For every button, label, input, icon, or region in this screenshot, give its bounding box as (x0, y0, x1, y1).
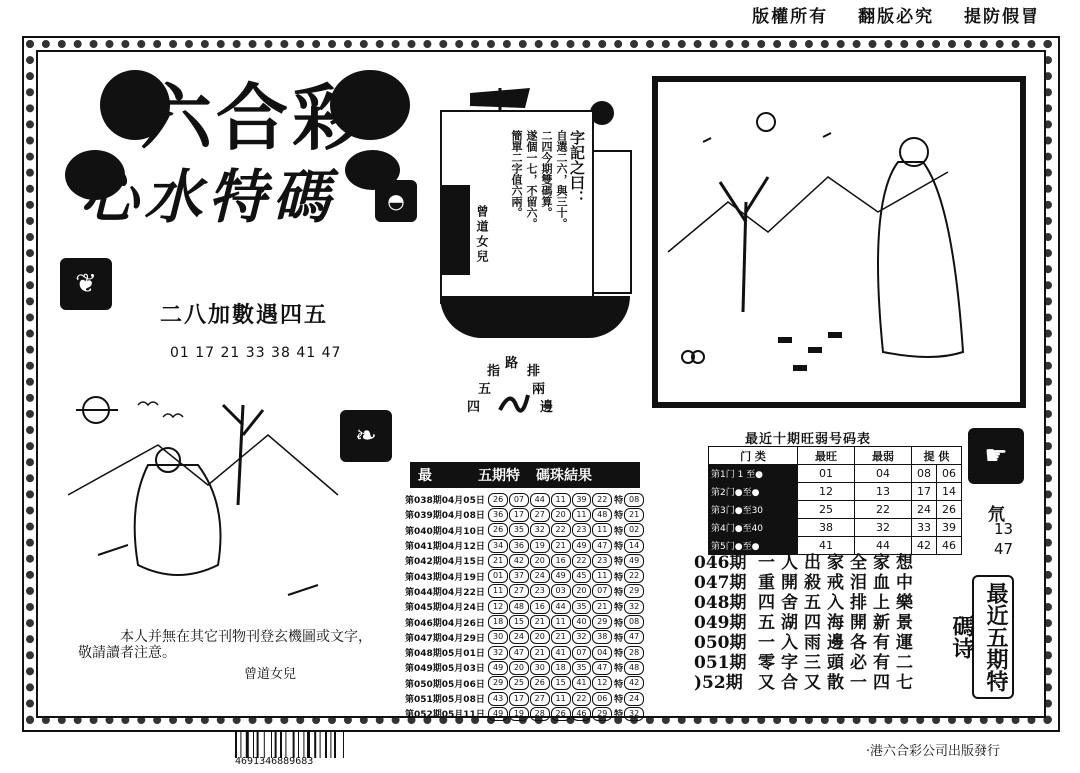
poem-text: 重開殺戒泪血中 (758, 573, 919, 593)
result-ball: 46 (572, 707, 592, 721)
poem-text: 零字三頭必有二 (758, 653, 919, 673)
hc-cold: 44 (855, 537, 912, 555)
hermit-illustration (68, 385, 358, 615)
special-ball: 49 (624, 554, 644, 568)
result-ball: 32 (572, 630, 592, 644)
result-ball: 20 (551, 508, 571, 522)
result-ball: 28 (530, 707, 550, 721)
hc-row (709, 519, 962, 537)
result-row (405, 568, 645, 583)
barcode-bar (307, 732, 310, 758)
result-ball: 17 (509, 692, 529, 706)
result-ball: 03 (551, 584, 571, 598)
result-ball: 27 (530, 692, 550, 706)
result-ball: 49 (551, 569, 571, 583)
ship-banner (592, 150, 632, 294)
barcode-bar (320, 732, 321, 758)
result-ball: 26 (488, 493, 508, 507)
special-ball: 08 (624, 493, 644, 507)
hc-provide-2: 26 (937, 501, 962, 519)
result-row (405, 507, 645, 522)
side-code: 氘 (988, 505, 1005, 525)
special-ball: 22 (624, 569, 644, 583)
result-ball: 26 (551, 707, 571, 721)
result-ball: 25 (509, 676, 529, 690)
notice-signature: 曾道女兒 (244, 667, 297, 682)
dragon-hint-top: 路 (505, 356, 519, 371)
dragon-hint-right: 排 (527, 364, 541, 379)
copyright-notice (730, 2, 1040, 27)
fox-icon: ◓ (375, 180, 417, 222)
result-ball: 27 (509, 584, 529, 598)
special-ball: 42 (624, 676, 644, 690)
hc-cold: 13 (855, 483, 912, 501)
special-label: 特 (614, 664, 624, 675)
result-ball: 18 (551, 661, 571, 675)
hc-cold: 32 (855, 519, 912, 537)
hc-header-door: 门 类 (709, 447, 798, 465)
hc-provide-2: 14 (937, 483, 962, 501)
hc-door: 第2门●至● (709, 483, 798, 501)
result-ball: 20 (509, 661, 529, 675)
result-ball: 15 (551, 676, 571, 690)
result-ball: 29 (488, 676, 508, 690)
result-row (405, 523, 645, 538)
result-ball: 35 (572, 600, 592, 614)
sail-line: 二四今期雙碼算。 (540, 130, 553, 218)
sail-author: 曾道女兒 (475, 205, 489, 265)
barcode-bar (280, 732, 282, 758)
special-label: 特 (614, 633, 624, 644)
result-ball: 29 (592, 707, 612, 721)
result-period: 第046期04月26日 (405, 618, 485, 629)
special-ball: 48 (624, 661, 644, 675)
hc-hot: 01 (798, 465, 855, 483)
sail-title: 字記之曰： (568, 130, 586, 205)
result-row (405, 691, 645, 706)
scholar-illustration (658, 82, 1020, 402)
result-ball: 11 (551, 615, 571, 629)
result-ball: 41 (551, 646, 571, 660)
result-ball: 37 (509, 569, 529, 583)
result-period: 第045期04月24日 (405, 603, 485, 614)
result-ball: 01 (488, 569, 508, 583)
barcode-bar (334, 732, 336, 758)
result-row (405, 660, 645, 675)
result-ball: 45 (572, 569, 592, 583)
hc-provide-2: 46 (937, 537, 962, 555)
special-label: 特 (614, 587, 624, 598)
poem-row (694, 588, 934, 613)
special-ball: 29 (624, 584, 644, 598)
result-ball: 40 (572, 615, 592, 629)
result-ball: 11 (592, 523, 612, 537)
barcode-number: 4691346889683 (235, 756, 314, 767)
poem-text: 又合又散一四七 (758, 673, 919, 693)
barcode-bar (343, 732, 344, 758)
poem-text: 四舍五入排上樂 (758, 593, 919, 613)
hc-header-provide: 提 供 (912, 447, 962, 465)
special-ball: 08 (624, 615, 644, 629)
special-ball: 21 (624, 508, 644, 522)
barcode-bar (285, 732, 286, 758)
result-ball: 23 (530, 584, 550, 598)
side-title: 最近五期特碼诗 (972, 575, 1014, 699)
barcode (235, 732, 360, 758)
poem-period: 047期 (694, 573, 747, 593)
result-ball: 11 (551, 493, 571, 507)
side-number-2: 47 (994, 540, 1014, 558)
poem-period: 048期 (694, 593, 747, 613)
poem-text: 五湖四海開新景 (758, 613, 919, 633)
barcode-bar (271, 732, 272, 758)
hc-row (709, 501, 962, 519)
poem-period: 051期 (694, 653, 747, 673)
result-ball: 48 (592, 508, 612, 522)
special-label: 特 (614, 695, 624, 705)
result-ball: 39 (572, 493, 592, 507)
special-label: 特 (614, 618, 624, 629)
result-ball: 17 (509, 508, 529, 522)
result-ball: 26 (488, 523, 508, 537)
result-ball: 20 (530, 630, 550, 644)
result-ball: 49 (488, 661, 508, 675)
dragon-hint-left: 指 (487, 364, 501, 379)
sail-line: 自選二六，與三十。 (555, 130, 568, 229)
notice-3: 提防假冒 (964, 7, 1040, 27)
result-period: 第038期04月05日 (405, 496, 485, 507)
result-ball: 36 (488, 508, 508, 522)
result-ball: 20 (572, 584, 592, 598)
result-period: 第052期05月11日 (405, 710, 485, 721)
barcode-bar (235, 732, 237, 758)
result-ball: 06 (592, 692, 612, 706)
hc-row (709, 465, 962, 483)
result-ball: 11 (572, 508, 592, 522)
hc-row (709, 483, 962, 501)
hc-header-hot: 最旺 (798, 447, 855, 465)
poem-row (694, 648, 934, 673)
barcode-bar (257, 732, 259, 758)
result-ball: 23 (592, 554, 612, 568)
hc-hot: 25 (798, 501, 855, 519)
hc-hot: 38 (798, 519, 855, 537)
hc-provide-2: 06 (937, 465, 962, 483)
special-ball: 47 (624, 630, 644, 644)
result-ball: 38 (592, 630, 612, 644)
result-ball: 15 (509, 615, 529, 629)
result-ball: 12 (488, 600, 508, 614)
hc-provide-1: 17 (912, 483, 937, 501)
result-ball: 26 (530, 676, 550, 690)
result-ball: 34 (488, 539, 508, 553)
hint-numbers: 01 17 21 33 38 41 47 (170, 345, 342, 361)
result-ball: 11 (551, 692, 571, 706)
results-list (405, 492, 645, 721)
poem-period: 046期 (694, 553, 747, 573)
notice-line-1: 本人并無在其它刊物刊登玄機圖或文字， (120, 629, 372, 645)
result-period: 第041期04月12日 (405, 542, 485, 553)
result-ball: 49 (572, 539, 592, 553)
barcode-bar (314, 732, 316, 758)
logo-subtitle: 心水特碼 (80, 163, 337, 231)
poem-row (694, 608, 934, 633)
result-ball: 30 (488, 630, 508, 644)
result-period: 第048期05月01日 (405, 649, 485, 660)
result-ball: 44 (551, 600, 571, 614)
result-row (405, 553, 645, 568)
result-row (405, 630, 645, 645)
notice-line-2: 敬請讀者注意。 (78, 645, 176, 661)
hand-icon: ☛ (968, 428, 1024, 484)
result-ball: 16 (530, 600, 550, 614)
scholar-picture (652, 76, 1026, 408)
result-ball: 21 (530, 615, 550, 629)
hc-door: 第5门●至● (709, 537, 798, 555)
special-label: 特 (614, 526, 624, 537)
result-ball: 21 (488, 554, 508, 568)
barcode-bar (325, 732, 327, 758)
dragon-hint-mid-right: 兩 (532, 382, 546, 397)
special-label: 特 (614, 496, 624, 507)
special-label: 特 (614, 572, 624, 583)
goose-icon: ❧ (340, 410, 392, 462)
result-ball: 47 (509, 646, 529, 660)
poem-row (694, 628, 934, 653)
special-ball: 14 (624, 539, 644, 553)
result-ball: 48 (509, 600, 529, 614)
special-ball: 24 (624, 692, 644, 706)
result-ball: 19 (530, 539, 550, 553)
result-ball: 20 (530, 554, 550, 568)
result-ball: 21 (551, 630, 571, 644)
hc-provide-1: 42 (912, 537, 937, 555)
side-number-1: 13 (994, 520, 1014, 538)
result-ball: 21 (592, 600, 612, 614)
publisher-note: ·港六合彩公司出版發行 (865, 744, 1000, 759)
barcode-bar (253, 732, 254, 758)
results-header (410, 462, 640, 488)
dragon-hint-bottom-right: 邊 (540, 400, 554, 415)
poem-text: 一入雨邊各有運 (758, 633, 919, 653)
barcode-bar (240, 732, 241, 758)
result-period: 第047期04月29日 (405, 633, 485, 644)
hc-hot: 41 (798, 537, 855, 555)
special-ball: 32 (624, 600, 644, 614)
poem-period: )52期 (694, 673, 743, 693)
result-ball: 16 (551, 554, 571, 568)
result-period: 第042期04月15日 (405, 557, 485, 568)
result-ball: 35 (572, 661, 592, 675)
results-header-3: 碼珠結果 (536, 468, 592, 484)
result-period: 第050期05月06日 (405, 679, 485, 690)
special-label: 特 (614, 557, 624, 568)
ship-banner-left (440, 185, 470, 275)
result-ball: 36 (509, 539, 529, 553)
result-ball: 24 (530, 569, 550, 583)
result-row (405, 676, 645, 691)
result-ball: 41 (572, 676, 592, 690)
poem-row (694, 568, 934, 593)
dragon-hint-mid-left: 五 (478, 382, 492, 397)
result-period: 第051期05月08日 (405, 695, 485, 705)
special-label: 特 (614, 511, 624, 522)
results-header-2: 五期特 (478, 468, 520, 484)
result-ball: 42 (509, 554, 529, 568)
result-period: 第049期05月03日 (405, 664, 485, 675)
result-ball: 24 (509, 630, 529, 644)
result-ball: 18 (488, 615, 508, 629)
poem-text: 一人出家全家想 (758, 553, 919, 573)
notice-2: 翻版必究 (858, 7, 935, 27)
hot-cold-title: 最近十期旺弱号码表 (745, 432, 872, 447)
result-row (405, 645, 645, 660)
result-ball: 32 (530, 523, 550, 537)
result-row (405, 706, 645, 721)
result-ball: 07 (572, 646, 592, 660)
special-label: 特 (614, 603, 624, 614)
poem-row (694, 548, 934, 573)
hot-cold-table (708, 446, 962, 555)
result-ball: 29 (592, 615, 612, 629)
poem-row (694, 668, 934, 693)
result-ball: 47 (592, 539, 612, 553)
hc-provide-1: 24 (912, 501, 937, 519)
barcode-bar (303, 732, 304, 758)
poem-period: 050期 (694, 633, 747, 653)
result-ball: 19 (509, 707, 529, 721)
result-period: 第044期04月22日 (405, 587, 485, 598)
barcode-bar (293, 732, 295, 758)
logo-title: 六合彩 (140, 75, 369, 160)
hc-door: 第1门 1 至● (709, 465, 798, 483)
result-period: 第040期04月10日 (405, 526, 485, 537)
poem-period: 049期 (694, 613, 747, 633)
result-period: 第039期04月08日 (405, 511, 485, 522)
result-ball: 27 (530, 508, 550, 522)
barcode-bar (298, 732, 299, 758)
result-row (405, 599, 645, 614)
bird-icon: ❦ (60, 258, 112, 310)
dragon-hint-bottom-left: 四 (467, 400, 481, 415)
hint-title: 二八加數遇四五 (160, 303, 329, 328)
results-header-1: 最 (418, 468, 432, 484)
barcode-bar (264, 732, 265, 758)
hc-door: 第4门●至40 (709, 519, 798, 537)
sail-line: 簡單二字值六兩。 (510, 130, 523, 218)
result-ball: 07 (509, 493, 529, 507)
barcode-bar (275, 732, 277, 758)
barcode-bar (330, 732, 331, 758)
result-period: 第043期04月19日 (405, 572, 485, 583)
sail-line: 遂個一七，不留六。 (525, 130, 538, 229)
ship-hull (440, 296, 630, 338)
result-ball: 47 (592, 661, 612, 675)
result-ball: 22 (572, 692, 592, 706)
special-label: 特 (614, 542, 624, 553)
result-ball: 35 (509, 523, 529, 537)
special-label: 特 (614, 649, 624, 660)
poem-list (694, 548, 934, 693)
special-ball: 28 (624, 646, 644, 660)
special-label: 特 (614, 710, 624, 721)
result-row (405, 584, 645, 599)
result-row (405, 492, 645, 507)
hc-header-cold: 最弱 (855, 447, 912, 465)
result-ball: 12 (592, 676, 612, 690)
result-ball: 22 (572, 554, 592, 568)
result-ball: 30 (530, 661, 550, 675)
barcode-bar (246, 732, 249, 758)
result-ball: 11 (592, 569, 612, 583)
hc-door: 第3门●至30 (709, 501, 798, 519)
result-ball: 04 (592, 646, 612, 660)
hc-provide-1: 33 (912, 519, 937, 537)
result-row (405, 614, 645, 629)
result-ball: 49 (488, 707, 508, 721)
serpent-icon (492, 380, 532, 420)
result-ball: 21 (530, 646, 550, 660)
hc-cold: 22 (855, 501, 912, 519)
hc-provide-2: 39 (937, 519, 962, 537)
result-ball: 22 (551, 523, 571, 537)
result-ball: 43 (488, 692, 508, 706)
special-ball: 02 (624, 523, 644, 537)
hc-provide-1: 08 (912, 465, 937, 483)
result-ball: 07 (592, 584, 612, 598)
hc-cold: 04 (855, 465, 912, 483)
special-label: 特 (614, 679, 624, 690)
result-ball: 23 (572, 523, 592, 537)
hc-hot: 12 (798, 483, 855, 501)
result-ball: 11 (488, 584, 508, 598)
result-ball: 22 (592, 493, 612, 507)
result-ball: 44 (530, 493, 550, 507)
result-ball: 32 (488, 646, 508, 660)
result-row (405, 538, 645, 553)
result-ball: 21 (551, 539, 571, 553)
special-ball: 32 (624, 707, 644, 721)
notice-1: 版權所有 (752, 7, 829, 27)
